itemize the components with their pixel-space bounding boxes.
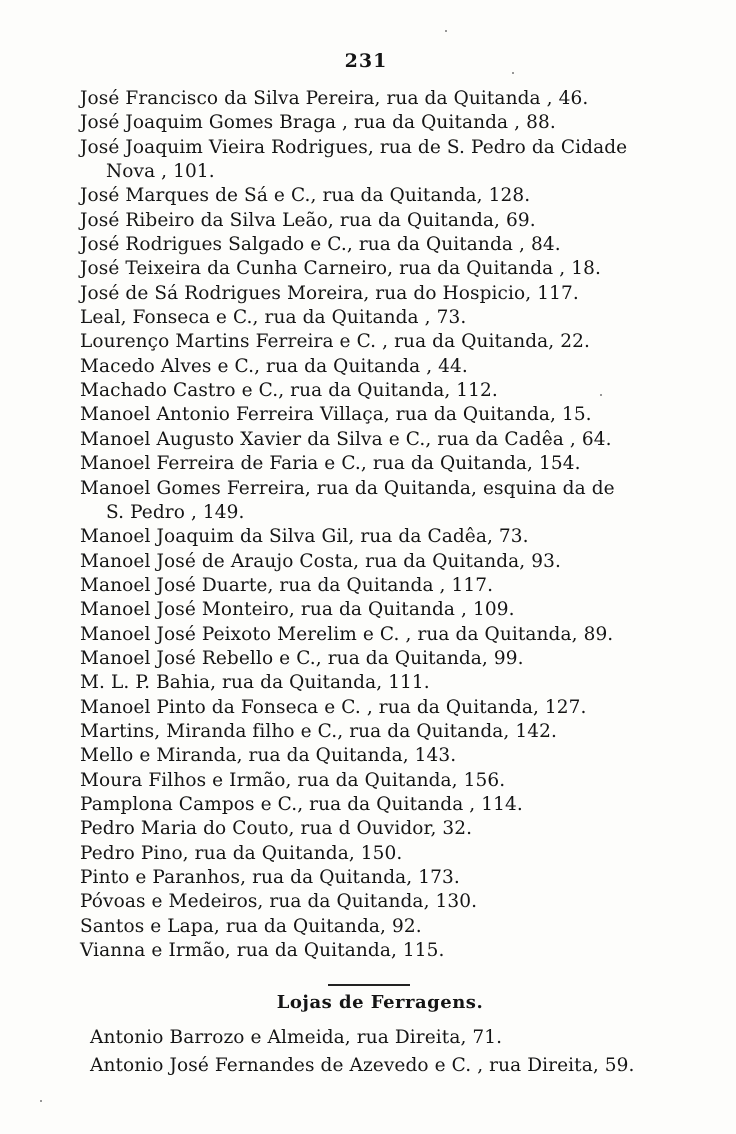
directory-entry [80, 184, 690, 208]
directory-entry [80, 793, 690, 817]
entry-text: Martins, Miranda filho e C., rua da Quitanda, 142. [80, 720, 557, 742]
directory-entry [90, 1024, 710, 1052]
entry-text: Manoel José Monteiro, rua da Quitanda , 109. [80, 599, 515, 621]
directory-entry [80, 817, 690, 841]
directory-entry [80, 379, 690, 403]
directory-entry [80, 647, 690, 671]
page-number: 231 [344, 50, 388, 72]
paper-speck [600, 394, 602, 396]
entry-text: Santos e Lapa, rua da Quitanda, 92. [80, 915, 422, 937]
entry-text: Manoel José Peixoto Merelim e C. , rua da Quitanda, 89. [80, 623, 614, 645]
section-divider [328, 984, 410, 986]
entry-text: Póvoas e Medeiros, rua da Quitanda, 130. [80, 891, 478, 913]
directory-entry [80, 574, 690, 598]
directory-entry [80, 720, 690, 744]
directory-entry [80, 525, 690, 549]
directory-entry [80, 477, 690, 526]
directory-entry [90, 1052, 710, 1080]
directory-entry [80, 696, 690, 720]
entry-text: Antonio José Fernandes de Azevedo e C. , rua Direita, 59. [90, 1055, 635, 1076]
entry-text: José Joaquim Gomes Braga , rua da Quitanda , 88. [80, 112, 556, 134]
directory-entry [80, 282, 690, 306]
entry-text: Moura Filhos e Irmão, rua da Quitanda, 156. [80, 769, 506, 791]
entry-text: José Marques de Sá e C., rua da Quitanda, 128. [80, 185, 531, 207]
directory-entry [80, 306, 690, 330]
entry-text: Manoel Pinto da Fonseca e C. , rua da Quitanda, 127. [80, 696, 587, 718]
entry-text: José Francisco da Silva Pereira, rua da Quitanda , 46. [80, 88, 589, 109]
entry-text: José de Sá Rodrigues Moreira, rua do Hospicio, 117. [80, 282, 579, 304]
directory-entry [80, 671, 690, 695]
entry-text: José Ribeiro da Silva Leão, rua da Quitanda, 69. [80, 209, 536, 231]
entry-text: Manoel Joaquim da Silva Gil, rua da Cadêa, 73. [80, 526, 529, 548]
directory-entry [80, 452, 690, 476]
entry-text: Antonio Barrozo e Almeida, rua Direita, 71. [90, 1027, 503, 1048]
directory-entry [80, 87, 690, 111]
directory-entry [80, 233, 690, 257]
entry-text: Lourenço Martins Ferreira e C. , rua da Quitanda, 22. [80, 331, 590, 353]
entry-text: Macedo Alves e C., rua da Quitanda , 44. [80, 355, 468, 377]
directory-entry [80, 623, 690, 647]
entry-text: Pamplona Campos e C., rua da Quitanda , 114. [80, 793, 523, 815]
entry-text: Manoel José Duarte, rua da Quitanda , 117. [80, 574, 494, 596]
entry-text: Vianna e Irmão, rua da Quitanda, 115. [80, 940, 445, 962]
entry-text: Manoel Ferreira de Faria e C., rua da Quitanda, 154. [80, 453, 581, 475]
entry-text: Leal, Fonseca e C., rua da Quitanda , 73. [80, 307, 467, 329]
entry-text: Manoel Gomes Ferreira, rua da Quitanda, esquina da de [80, 477, 615, 499]
merchant-list [80, 87, 690, 963]
directory-entry [80, 257, 690, 281]
entry-text: Manoel José de Araujo Costa, rua da Quitanda, 93. [80, 550, 561, 572]
paper-speck [512, 72, 514, 74]
directory-entry [80, 939, 690, 963]
entry-text: Pinto e Paranhos, rua da Quitanda, 173. [80, 867, 460, 888]
entry-continuation: S. Pedro , 149. [106, 501, 245, 523]
entry-text: Machado Castro e C., rua da Quitanda, 112. [80, 380, 498, 402]
directory-entry [80, 598, 690, 622]
entry-text: Manoel Antonio Ferreira Villaça, rua da Quitanda, 15. [80, 404, 592, 426]
directory-entry [80, 842, 690, 866]
directory-entry [80, 355, 690, 379]
entry-text: Pedro Maria do Couto, rua d Ouvidor, 32. [80, 818, 473, 840]
entry-text: José Rodrigues Salgado e C., rua da Quitanda , 84. [80, 234, 561, 256]
directory-entry [80, 136, 690, 185]
directory-entry [80, 209, 690, 233]
entry-text: Pedro Pino, rua da Quitanda, 150. [80, 842, 403, 864]
entry-text: Mello e Miranda, rua da Quitanda, 143. [80, 745, 457, 767]
directory-entry [80, 769, 690, 793]
directory-entry [80, 330, 690, 354]
directory-entry [80, 550, 690, 574]
directory-entry [80, 866, 690, 890]
entry-text: José Joaquim Vieira Rodrigues, rua de S. Pedro da Cidade [80, 136, 628, 158]
directory-entry [80, 744, 690, 768]
directory-entry [80, 111, 690, 135]
directory-entry [80, 428, 690, 452]
paper-speck [40, 1100, 42, 1102]
directory-entry [80, 915, 690, 939]
entry-text: José Teixeira da Cunha Carneiro, rua da Quitanda , 18. [80, 258, 601, 280]
entry-text: M. L. P. Bahia, rua da Quitanda, 111. [80, 672, 430, 694]
entry-text: Manoel Augusto Xavier da Silva e C., rua da Cadêa , 64. [80, 428, 612, 450]
section-heading: Lojas de Ferragens. [276, 992, 484, 1013]
directory-entry [80, 403, 690, 427]
entry-text: Manoel José Rebello e C., rua da Quitanda, 99. [80, 647, 524, 669]
paper-speck [445, 30, 447, 32]
entry-continuation: Nova , 101. [106, 161, 215, 183]
directory-entry [80, 890, 690, 914]
hardware-store-list [90, 1024, 710, 1080]
